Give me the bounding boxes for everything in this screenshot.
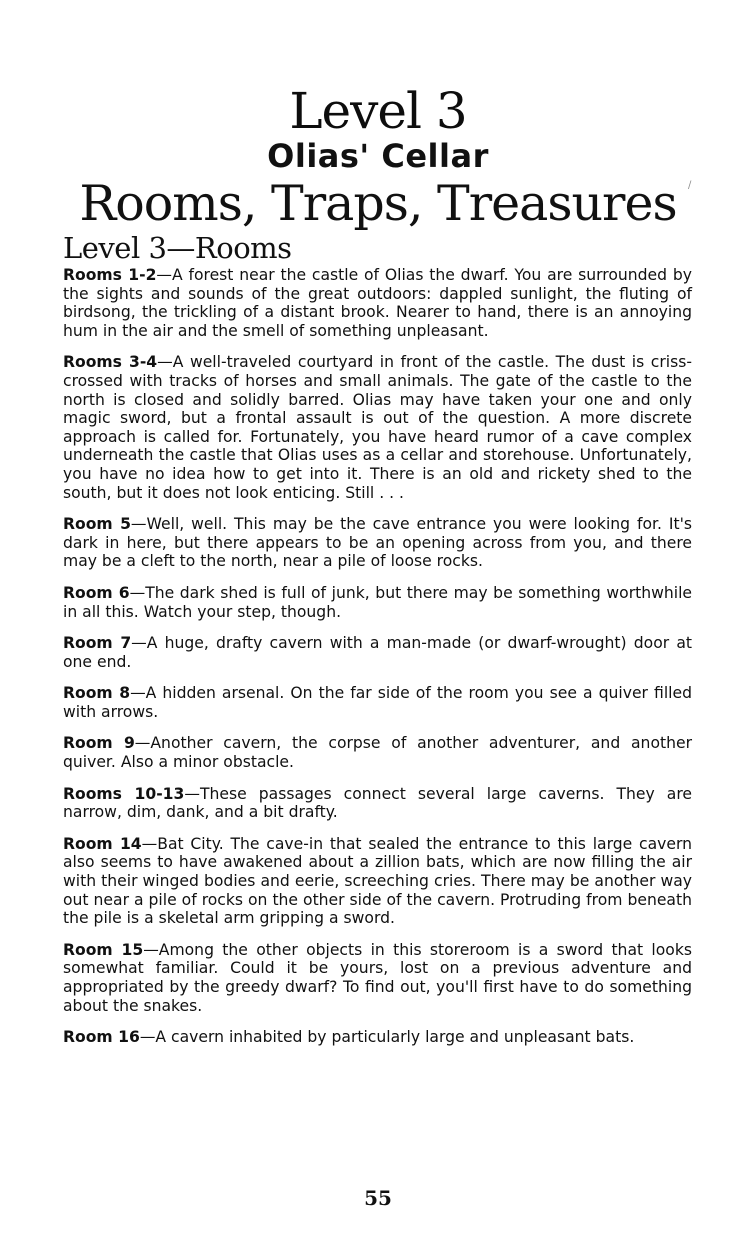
room-label: Rooms 1-2 — [63, 266, 157, 284]
room-description: —Another cavern, the corpse of another adventurer, and another quiver. Also a minor obstacle. — [63, 734, 692, 772]
section-heading: Level 3—Rooms — [63, 231, 292, 265]
room-entry — [63, 835, 692, 928]
room-description: —A well-traveled courtyard in front of the castle. The dust is criss-crossed with tracks of horses and small animals. The gate of the castle to the north is closed and solidly barred. Olias may have taken your one and only magic sword, but a frontal assault is out of the question. A more discrete approach is called for. Fortunately, you have heard rumor of a cave complex underneath the castle that Olias uses as a cellar and storehouse. Unfortunately, you have no idea how to get into it. There is an old and rickety shed to the south, but it does not look enticing. Still . . . — [63, 353, 692, 502]
room-label: Room 5 — [63, 515, 131, 534]
room-entry — [63, 684, 692, 721]
scan-speck: / — [688, 180, 692, 191]
room-description: —A hidden arsenal. On the far side of the room you see a quiver filled with arrows. — [63, 684, 692, 721]
room-entry — [63, 941, 692, 1015]
room-entry — [63, 266, 692, 340]
room-label: Room 6 — [63, 583, 130, 602]
room-entry — [63, 785, 692, 822]
level-subtitle: Olias' Cellar — [267, 137, 489, 175]
room-entry — [63, 1028, 692, 1047]
room-entry — [63, 734, 692, 771]
room-entry — [63, 515, 692, 571]
page-title: Rooms, Traps, Treasures — [79, 175, 677, 232]
room-label: Room 15 — [63, 940, 144, 959]
room-description: —A forest near the castle of Olias the dwarf. You are surrounded by the sights and sounds of the great outdoors: dappled sunlight, the fluting of birdsong, the trickling of a distant brook. Nearer to hand, there is an annoying hum in the air and the smell of something unpleasant. — [63, 266, 692, 340]
room-description: —Bat City. The cave-in that sealed the entrance to this large cavern also seems to have awakened about a zillion bats, which are now filling the air with their winged bodies and eerie, screeching cries. There may be another way out near a pile of rocks on the other side of the cavern. Protruding from beneath the pile is a skeletal arm gripping a sword. — [63, 834, 692, 928]
room-description: —Among the other objects in this storeroom is a sword that looks somewhat familiar. Could it be yours, lost on a previous adventure and appropriated by the greedy dwarf? To find out, you'll first have to do something about the snakes. — [63, 940, 693, 1015]
room-description: —A cavern inhabited by particularly large and unpleasant bats. — [139, 1028, 635, 1047]
room-list — [63, 266, 692, 1060]
room-entry — [63, 353, 692, 502]
room-label: Room 7 — [63, 634, 132, 653]
room-label: Room 16 — [63, 1028, 140, 1047]
title-block — [0, 84, 756, 232]
room-label: Room 8 — [63, 684, 131, 703]
room-label: Rooms 3-4 — [63, 353, 158, 372]
room-description: —Well, well. This may be the cave entrance you were looking for. It's dark in here, but there appears to be an opening across from you, and there may be a cleft to the north, near a pile of loose rocks. — [63, 515, 692, 571]
room-description: —These passages connect several large caverns. They are narrow, dim, dank, and a bit drafty. — [63, 784, 693, 822]
room-description: —A huge, drafty cavern with a man-made (or dwarf-wrought) door at one end. — [63, 634, 692, 671]
page-number: 55 — [364, 1186, 392, 1210]
level-title: Level 3 — [289, 82, 467, 140]
room-label: Room 9 — [63, 734, 135, 753]
room-label: Room 14 — [63, 834, 142, 853]
room-entry — [63, 584, 692, 621]
room-entry — [63, 634, 692, 671]
room-label: Rooms 10-13 — [63, 784, 185, 803]
room-description: —The dark shed is full of junk, but there may be something worthwhile in all this. Watch your step, though. — [63, 583, 692, 621]
